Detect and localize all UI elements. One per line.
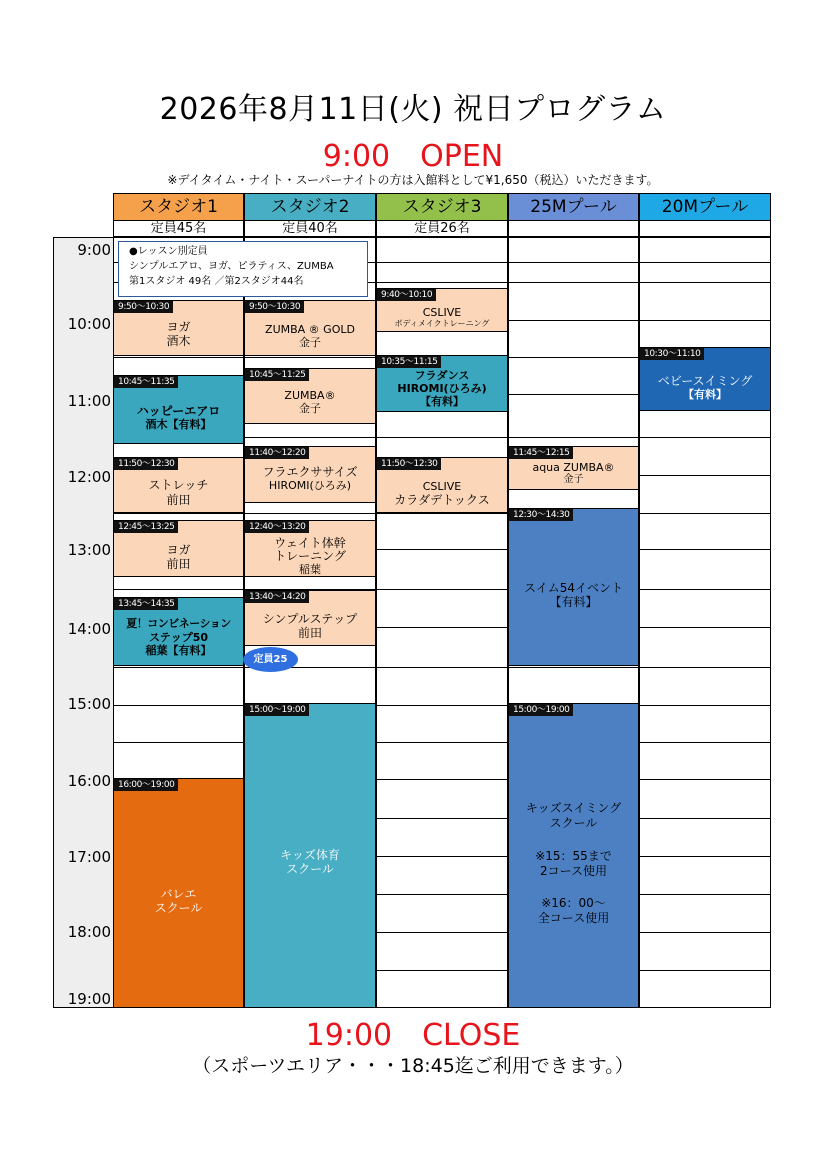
grid-line bbox=[639, 742, 771, 743]
lesson-block[interactable] bbox=[244, 300, 376, 356]
grid-line bbox=[376, 549, 508, 550]
lesson-time: 15:00〜19:00 bbox=[509, 704, 573, 716]
grid-line bbox=[639, 627, 771, 628]
grid-line bbox=[639, 320, 771, 321]
lesson-time: 13:45〜14:35 bbox=[114, 598, 178, 610]
lesson-time: 12:40〜13:20 bbox=[245, 521, 309, 533]
lesson-name: ウェイト体幹 bbox=[274, 536, 346, 550]
lesson-time: 13:40〜14:20 bbox=[245, 591, 309, 603]
grid-line bbox=[639, 779, 771, 780]
lesson-name-line2: ステップ50 bbox=[148, 631, 209, 644]
grid-line bbox=[639, 932, 771, 933]
lesson-instructor: 前田 bbox=[297, 626, 322, 640]
header-pool25: 25Mプール bbox=[508, 193, 639, 221]
lesson-note: 全コース使用 bbox=[537, 911, 610, 925]
grid-line bbox=[113, 589, 244, 590]
grid-line bbox=[639, 818, 771, 819]
lesson-time: 10:45〜11:25 bbox=[245, 369, 309, 381]
info-line: ●レッスン別定員 bbox=[129, 246, 208, 257]
time-label: 19:00 bbox=[67, 990, 111, 1008]
lesson-name-line2: スクール bbox=[154, 901, 203, 915]
lesson-block[interactable] bbox=[113, 300, 244, 356]
footer-note: （スポーツエリア・・・18:45迄ご利用できます。） bbox=[192, 1055, 634, 1077]
capacity-pool25 bbox=[508, 221, 639, 237]
capacity-info-box bbox=[118, 241, 368, 297]
grid-line bbox=[508, 667, 639, 668]
lesson-time: 11:45〜12:15 bbox=[509, 447, 573, 459]
grid-line bbox=[376, 627, 508, 628]
header-studio2: スタジオ2 bbox=[244, 193, 376, 221]
grid-line bbox=[244, 513, 376, 514]
grid-line bbox=[113, 705, 244, 706]
lesson-time: 11:50〜12:30 bbox=[114, 458, 178, 470]
time-label: 15:00 bbox=[67, 695, 111, 713]
header-studio1: スタジオ1 bbox=[113, 193, 244, 221]
lesson-name: フラエクササイズ bbox=[262, 465, 358, 479]
lesson-name: 夏！コンビネーション bbox=[126, 617, 231, 630]
lesson-time: 15:00〜19:00 bbox=[245, 704, 309, 716]
grid-line bbox=[376, 894, 508, 895]
lesson-time: 12:30〜14:30 bbox=[509, 509, 573, 521]
header-studio3: スタジオ3 bbox=[376, 193, 508, 221]
grid-line bbox=[376, 282, 508, 283]
grid-line bbox=[508, 320, 639, 321]
lesson-block[interactable] bbox=[113, 520, 244, 577]
lesson-name: ストレッチ bbox=[148, 478, 209, 492]
lesson-time: 10:30〜11:10 bbox=[640, 348, 704, 360]
lesson-name: シンプルステップ bbox=[262, 612, 358, 626]
lesson-name-line2: HIROMI(ひろみ) bbox=[397, 382, 487, 395]
lesson-time: 12:45〜13:25 bbox=[114, 521, 178, 533]
grid-line bbox=[639, 513, 771, 514]
info-line: 第1スタジオ 49名 ／第2スタジオ44名 bbox=[129, 276, 304, 287]
grid-line bbox=[639, 705, 771, 706]
grid-line bbox=[639, 856, 771, 857]
lesson-name: ハッピーエアロ bbox=[136, 404, 221, 418]
lesson-block[interactable] bbox=[113, 778, 244, 1008]
grid-line bbox=[639, 970, 771, 971]
lesson-block[interactable] bbox=[244, 590, 376, 646]
lesson-block[interactable] bbox=[244, 446, 376, 503]
open-time: 9:00 OPEN bbox=[322, 139, 504, 174]
grid-line bbox=[508, 262, 639, 263]
lesson-note: ※15：55まで bbox=[535, 849, 612, 863]
lesson-name: ZUMBA® bbox=[284, 389, 336, 402]
grid-line bbox=[639, 667, 771, 668]
lesson-name-line2: スクール bbox=[549, 816, 598, 830]
capacity-badge: 定員25 bbox=[243, 647, 298, 672]
lesson-time: 9:50〜10:30 bbox=[114, 301, 173, 313]
lesson-instructor: 稲葉 bbox=[299, 563, 321, 576]
grid-line bbox=[639, 894, 771, 895]
page-title: 2026年8月11日(火) 祝日プログラム bbox=[159, 92, 667, 127]
grid-line bbox=[639, 475, 771, 476]
lesson-name: キッズ体育 bbox=[280, 848, 340, 862]
lesson-time: 11:40〜12:20 bbox=[245, 447, 309, 459]
lesson-instructor: 酒木 bbox=[166, 334, 191, 348]
time-label: 11:00 bbox=[67, 392, 111, 410]
lesson-instructor: 稲葉【有料】 bbox=[145, 644, 212, 657]
grid-line bbox=[376, 589, 508, 590]
lesson-instructor: 酒木【有料】 bbox=[145, 418, 212, 431]
lesson-block[interactable] bbox=[244, 368, 376, 424]
time-label: 9:00 bbox=[77, 241, 111, 259]
grid-line bbox=[376, 818, 508, 819]
time-label: 14:00 bbox=[67, 620, 111, 638]
lesson-name: キッズスイミング bbox=[525, 801, 622, 815]
lesson-subtitle: カラダデトックス bbox=[394, 493, 490, 507]
lesson-block[interactable] bbox=[113, 597, 244, 666]
lesson-name-line2: スクール bbox=[286, 862, 334, 876]
grid-line bbox=[376, 437, 508, 438]
grid-line bbox=[639, 589, 771, 590]
grid-line bbox=[508, 282, 639, 283]
grid-line bbox=[376, 932, 508, 933]
lesson-block[interactable] bbox=[244, 520, 376, 577]
capacity-studio3: 定員26名 bbox=[376, 221, 508, 237]
grid-line bbox=[639, 262, 771, 263]
grid-line bbox=[376, 970, 508, 971]
lesson-name: ヨガ bbox=[166, 543, 191, 557]
lesson-time: 10:45〜11:35 bbox=[114, 376, 178, 388]
lesson-name: スイム54イベント bbox=[523, 581, 624, 595]
lesson-name: ヨガ bbox=[166, 320, 191, 334]
grid-line bbox=[376, 779, 508, 780]
time-label: 18:00 bbox=[67, 923, 111, 941]
time-label: 12:00 bbox=[67, 468, 111, 486]
grid-line bbox=[376, 705, 508, 706]
lesson-note: ※16：00〜 bbox=[541, 896, 606, 910]
grid-line bbox=[639, 282, 771, 283]
grid-line bbox=[244, 357, 376, 358]
column-studio3 bbox=[376, 237, 508, 1008]
grid-line bbox=[639, 437, 771, 438]
grid-line bbox=[508, 357, 639, 358]
lesson-time: 10:35〜11:15 bbox=[377, 356, 441, 368]
capacity-studio1: 定員45名 bbox=[113, 221, 244, 237]
lesson-time: 11:50〜12:30 bbox=[377, 458, 441, 470]
lesson-block[interactable] bbox=[244, 703, 376, 1008]
grid-line bbox=[508, 394, 639, 395]
lesson-name: CSLIVE bbox=[422, 480, 462, 493]
lesson-instructor: 前田 bbox=[166, 493, 191, 507]
time-label: 10:00 bbox=[67, 315, 111, 333]
grid-line bbox=[113, 742, 244, 743]
lesson-instructor: 前田 bbox=[166, 557, 191, 571]
lesson-name: aqua ZUMBA® bbox=[532, 461, 615, 474]
grid-line bbox=[113, 513, 244, 514]
lesson-subtitle: ボディメイクトレーニング bbox=[394, 319, 490, 328]
lesson-block[interactable] bbox=[376, 457, 508, 513]
lesson-instructor: 金子 bbox=[563, 474, 584, 485]
lesson-name: ZUMBA ® GOLD bbox=[265, 323, 355, 336]
lesson-time: 16:00〜19:00 bbox=[114, 779, 178, 791]
grid-line bbox=[376, 742, 508, 743]
time-label: 16:00 bbox=[67, 772, 111, 790]
header-pool20: 20Mプール bbox=[639, 193, 771, 221]
lesson-subtitle: 【有料】 bbox=[683, 388, 727, 401]
lesson-block[interactable] bbox=[376, 355, 508, 412]
lesson-instructor: 金子 bbox=[299, 336, 321, 349]
capacity-pool20 bbox=[639, 221, 771, 237]
lesson-name: CSLIVE bbox=[422, 306, 462, 319]
lesson-time: 9:40〜10:10 bbox=[377, 289, 436, 301]
lesson-block[interactable] bbox=[376, 288, 508, 332]
lesson-block[interactable] bbox=[113, 457, 244, 513]
lesson-block[interactable] bbox=[113, 375, 244, 444]
lesson-instructor: 【有料】 bbox=[420, 395, 464, 408]
lesson-name-line2: トレーニング bbox=[274, 549, 346, 563]
info-line: シンプルエアロ、ヨガ、ピラティス、ZUMBA bbox=[129, 261, 334, 272]
time-label: 17:00 bbox=[67, 848, 111, 866]
grid-line bbox=[244, 437, 376, 438]
grid-line bbox=[508, 437, 639, 438]
grid-line bbox=[113, 357, 244, 358]
grid-line bbox=[376, 513, 508, 514]
lesson-block[interactable] bbox=[508, 703, 639, 1008]
time-label: 13:00 bbox=[67, 541, 111, 559]
grid-line bbox=[376, 856, 508, 857]
lesson-subtitle: 【有料】 bbox=[549, 595, 598, 609]
lesson-block[interactable] bbox=[639, 347, 771, 411]
grid-line bbox=[113, 667, 244, 668]
capacity-studio2: 定員40名 bbox=[244, 221, 376, 237]
grid-line bbox=[376, 262, 508, 263]
lesson-name: フラダンス bbox=[414, 369, 470, 382]
admission-note: ※デイタイム・ナイト・スーパーナイトの方は入館料として¥1,650（税込）いただきます。 bbox=[167, 173, 659, 187]
lesson-note: 2コース使用 bbox=[539, 864, 608, 878]
lesson-name: バレエ bbox=[160, 887, 197, 901]
lesson-block[interactable] bbox=[508, 446, 639, 490]
grid-line bbox=[639, 549, 771, 550]
lesson-name: ベビースイミング bbox=[657, 374, 753, 388]
lesson-instructor: HIROMI(ひろみ) bbox=[268, 479, 352, 492]
lesson-time: 9:50〜10:30 bbox=[245, 301, 304, 313]
lesson-block[interactable] bbox=[508, 508, 639, 666]
grid-line bbox=[376, 667, 508, 668]
close-time: 19:00 CLOSE bbox=[305, 1018, 521, 1053]
lesson-instructor: 金子 bbox=[299, 402, 321, 415]
